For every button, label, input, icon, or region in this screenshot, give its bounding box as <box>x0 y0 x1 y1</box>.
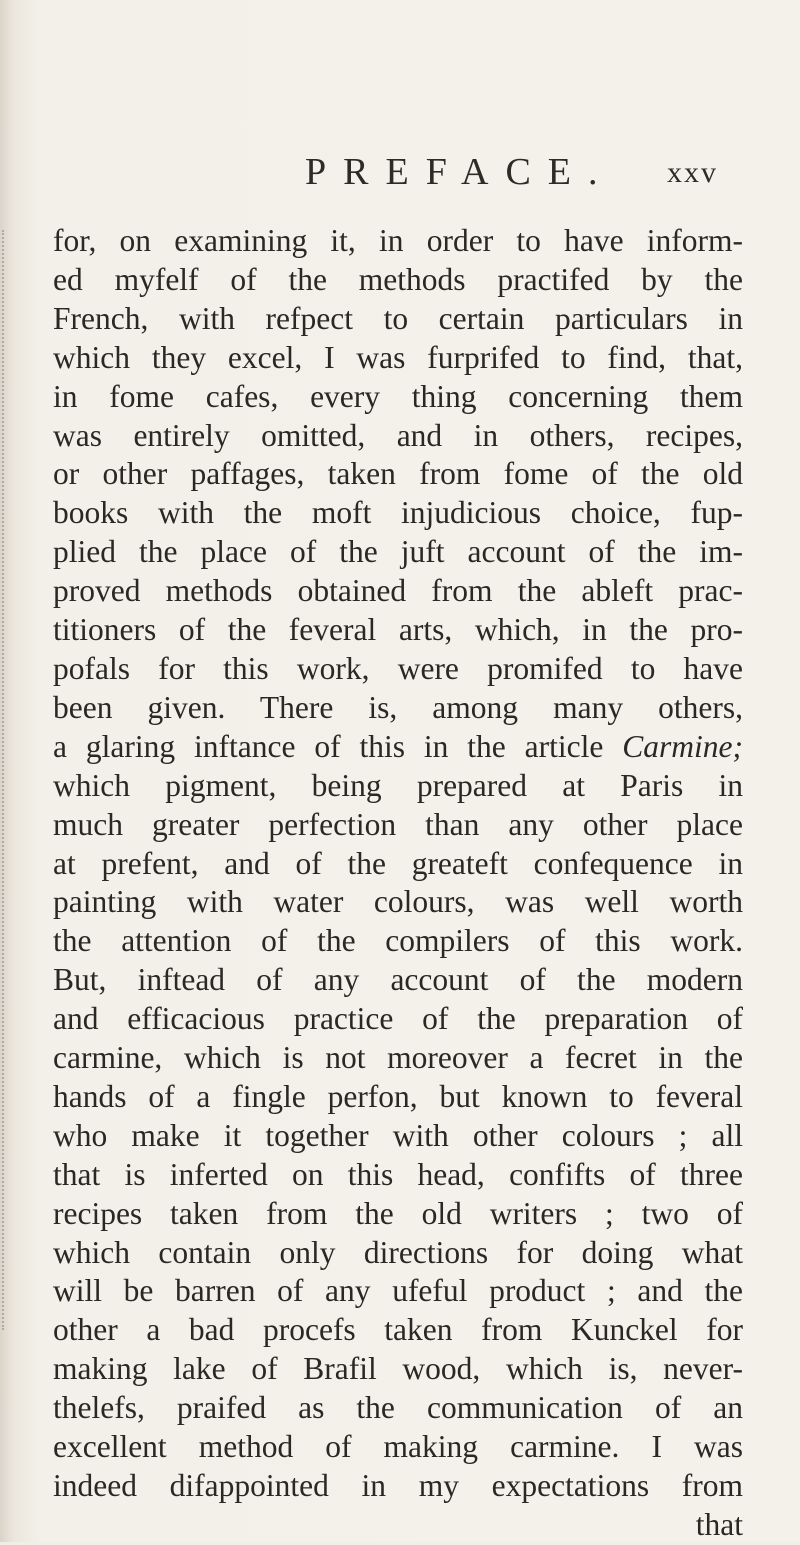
text-line: thelefs, praifed as the communication of an <box>53 1390 743 1426</box>
text-line: excellent method of making carmine. I was <box>53 1429 743 1465</box>
text-line: painting with water colours, was well worth <box>53 884 743 920</box>
text-line: which pigment, being prepared at Paris in <box>53 767 743 803</box>
text-line: other a bad procefs taken from Kunckel for <box>53 1312 743 1348</box>
text-line: much greater perfection than any other place <box>53 806 743 842</box>
text-line: in fome cafes, every thing concerning them <box>53 378 743 414</box>
text-line: the attention of the compilers of this work. <box>53 923 743 959</box>
text-line: pofals for this work, were promifed to have <box>53 650 743 686</box>
text-line: for, on examining it, in order to have inform- <box>53 223 743 258</box>
text-line: was entirely omitted, and in others, recipes, <box>53 417 743 453</box>
text-line: at prefent, and of the greateft confequence in <box>53 845 743 881</box>
text-line: making lake of Brafil wood, which is, never- <box>53 1351 743 1387</box>
italic-term: Carmine; <box>622 728 743 764</box>
text-line: that is inferted on this head, confifts of three <box>53 1156 743 1192</box>
text-line: hands of a fingle perfon, but known to feveral <box>53 1078 743 1114</box>
text-line: indeed difappointed in my expectations from <box>53 1468 743 1503</box>
text-line: which contain only directions for doing what <box>53 1234 743 1270</box>
text-line: proved methods obtained from the ableft prac- <box>53 573 743 609</box>
text-line: and efficacious practice of the preparation of <box>53 1001 743 1037</box>
text-line: a glaring inftance of this in the article Carmine; <box>53 728 743 764</box>
text-line: will be barren of any ufeful product ; and the <box>53 1273 743 1309</box>
text-line: But, inftead of any account of the modern <box>53 962 743 998</box>
text-line: been given. There is, among many others, <box>53 689 743 725</box>
text-line: carmine, which is not moreover a fecret in the <box>53 1040 743 1076</box>
text-line: or other paffages, taken from fome of the old <box>53 456 743 492</box>
text-line: who make it together with other colours ; all <box>53 1117 743 1153</box>
body-text <box>53 222 743 1545</box>
text-line: which they excel, I was furprifed to find, that, <box>53 339 743 375</box>
text-line: titioners of the feveral arts, which, in the pro- <box>53 612 743 648</box>
running-title: PREFACE. <box>305 151 615 193</box>
text-line: French, with refpect to certain particulars in <box>53 300 743 336</box>
text-line: plied the place of the juft account of the im- <box>53 534 743 570</box>
gutter-edge <box>2 230 14 1330</box>
text-line: ed myfelf of the methods practifed by the <box>53 261 743 297</box>
catchword: that <box>695 1506 743 1542</box>
page-number: xxv <box>667 156 718 189</box>
text-line: books with the moft injudicious choice, fup- <box>53 495 743 531</box>
text-line: recipes taken from the old writers ; two of <box>53 1195 743 1231</box>
page-header <box>0 150 800 200</box>
